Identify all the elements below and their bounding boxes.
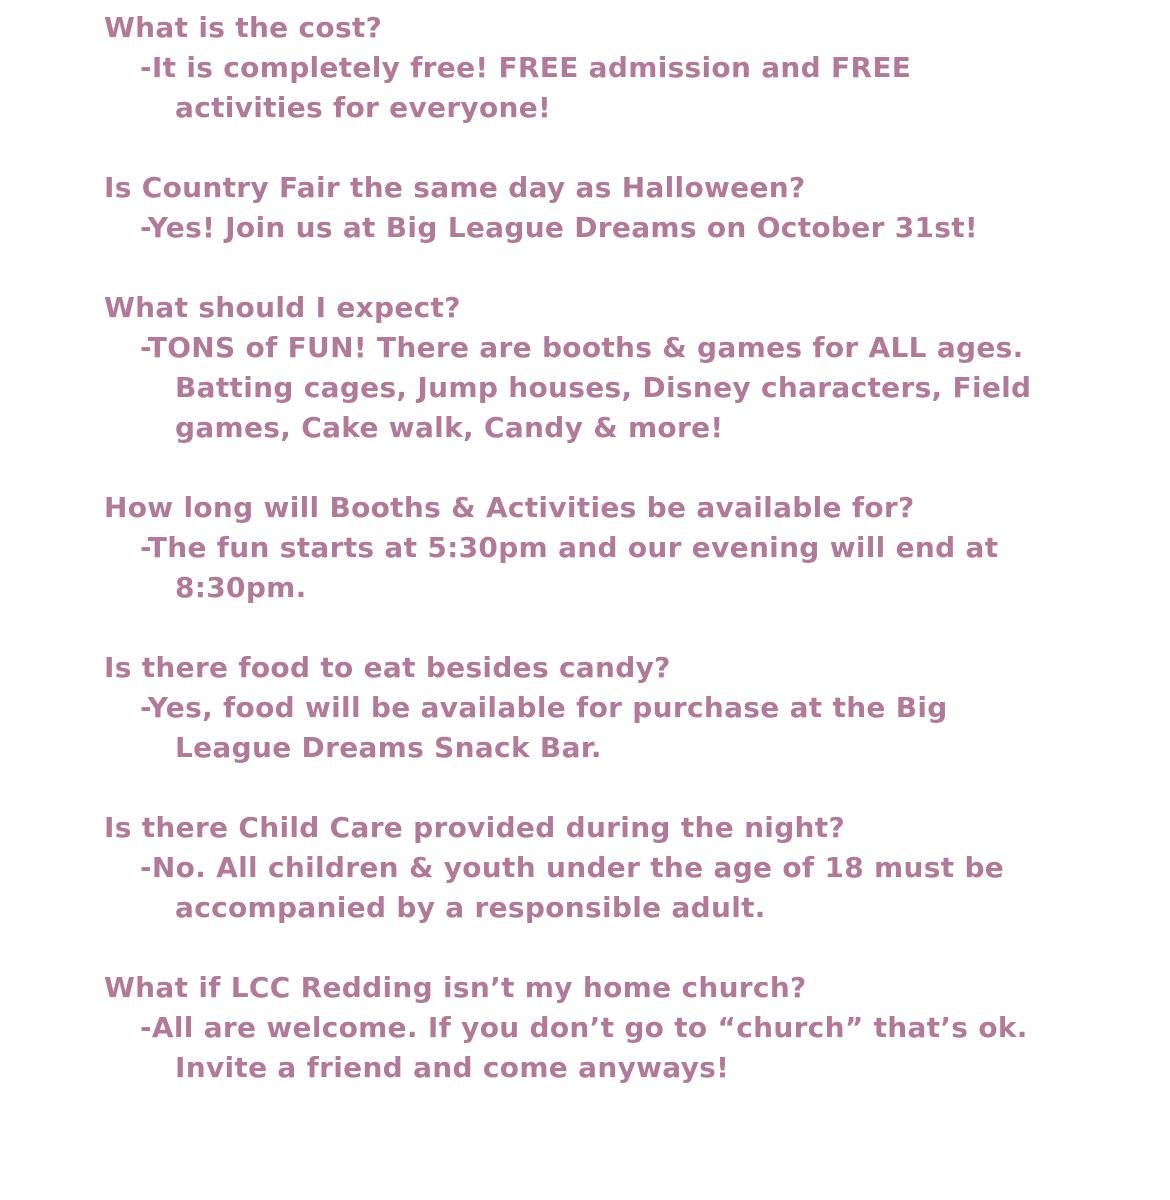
faq-question: How long will Booths & Activities be available for? [104, 491, 915, 524]
faq-question: What should I expect? [104, 291, 461, 324]
faq-question: What if LCC Redding isn’t my home church? [104, 971, 807, 1004]
faq-answer: -All are welcome. If you don’t go to “church” that’s ok. Invite a friend and come anyways! [140, 1011, 1028, 1084]
faq-item-cost [104, 8, 1064, 128]
faq-answer: -The fun starts at 5:30pm and our evening will end at 8:30pm. [140, 531, 999, 604]
faq-answer: -It is completely free! FREE admission and FREE activities for everyone! [140, 51, 912, 124]
faq-item-hours [104, 488, 1064, 608]
faq-item-expect [104, 288, 1064, 448]
faq-answer: -No. All children & youth under the age of 18 must be accompanied by a responsible adult. [140, 851, 1005, 924]
faq-answer: -TONS of FUN! There are booths & games for ALL ages. Batting cages, Jump houses, Disney characters, Field games, Cake walk, Candy & more! [140, 331, 1032, 444]
faq-question: Is there food to eat besides candy? [104, 651, 671, 684]
faq-question: Is Country Fair the same day as Halloween? [104, 171, 806, 204]
faq-answer: -Yes! Join us at Big League Dreams on October 31st! [140, 211, 979, 244]
faq-question: Is there Child Care provided during the night? [104, 811, 846, 844]
faq-item-date [104, 168, 1064, 248]
faq-item-childcare [104, 808, 1064, 928]
faq-question: What is the cost? [104, 11, 383, 44]
faq-item-home-church [104, 968, 1064, 1088]
faq-item-food [104, 648, 1064, 768]
faq-answer: -Yes, food will be available for purchase at the Big League Dreams Snack Bar. [140, 691, 948, 764]
faq-list [104, 8, 1064, 1128]
